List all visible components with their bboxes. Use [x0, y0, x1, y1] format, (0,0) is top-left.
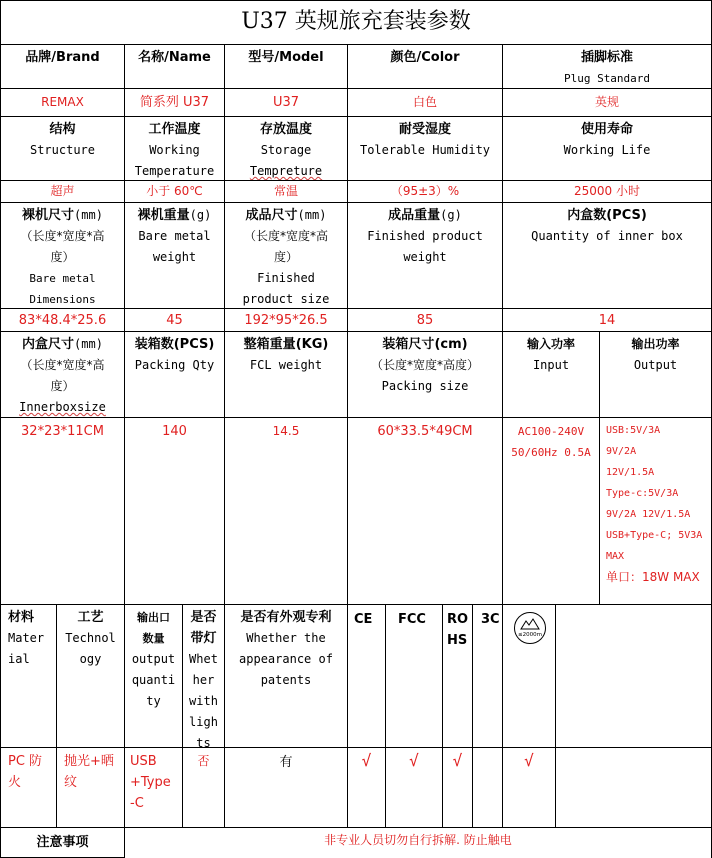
bare-size-sub1: （长度*宽度*高: [20, 229, 105, 243]
work-temp-header: [125, 117, 225, 181]
structure-cn: 结构: [49, 122, 76, 137]
light-en3: with: [189, 694, 218, 708]
storage-temp-en1: Storage: [260, 143, 312, 157]
output-cn: 输出功率: [631, 337, 680, 351]
material-value: [0, 748, 57, 828]
output-value: [600, 418, 712, 605]
craft-value: [57, 748, 125, 828]
model-header: [225, 45, 348, 89]
blank-value-cell: [556, 748, 712, 828]
output-line: USB+Type-C; 5V3A: [606, 530, 703, 541]
packing-qty-header: [125, 332, 225, 418]
storage-temp-cn: 存放温度: [259, 122, 312, 137]
humidity-cn: 耐受湿度: [398, 122, 451, 137]
input-en: Input: [532, 358, 570, 372]
product-size-cn: 成品尺寸: [245, 208, 298, 223]
name-label: 名称/Name: [138, 50, 211, 65]
packing-size-cn: 装箱尺寸: [382, 337, 435, 352]
packing-qty-en: Packing Qty: [134, 358, 215, 372]
ce-header: CE: [348, 605, 386, 748]
work-temp-cn: 工作温度: [148, 122, 201, 137]
rohs-header: [443, 605, 473, 748]
structure-header: [0, 117, 125, 181]
bare-size-sub2: 度）: [50, 250, 75, 264]
fcl-value: 14.5: [225, 418, 348, 605]
packing-size-unit: (cm): [434, 337, 468, 352]
output-en: Output: [633, 358, 678, 372]
bare-size-unit: (mm): [74, 208, 103, 222]
humidity-header: [348, 117, 503, 181]
life-header: [503, 117, 712, 181]
light-en4: ligh: [189, 715, 218, 729]
bare-size-en2: Dimensions: [29, 293, 96, 306]
bare-size-value: 83*48.4*25.6: [0, 309, 125, 332]
color-header: [348, 45, 503, 89]
product-size-value: 192*95*26.5: [225, 309, 348, 332]
material-line2: 火: [8, 775, 22, 790]
color-label: 颜色/Color: [390, 50, 460, 65]
life-value: 25000 小时: [503, 181, 712, 203]
color-value: 白色: [348, 89, 503, 117]
plug-label-en: Plug Standard: [563, 72, 651, 85]
packing-qty-unit: (PCS): [173, 337, 215, 352]
storage-temp-value: 常温: [225, 181, 348, 203]
plug-header: [503, 45, 712, 89]
light-header: [183, 605, 225, 748]
material-line1: PC 防: [8, 754, 43, 769]
port-en3: ty: [146, 694, 161, 708]
notice-text-value: 非专业人员切勿自行拆解. 防止触电: [324, 833, 512, 847]
output-line: 9V/2A 12V/1.5A: [606, 509, 691, 520]
packing-size-en: Packing size: [381, 379, 469, 393]
notice-label: [0, 828, 125, 858]
light-en5: ts: [196, 736, 211, 748]
humidity-value: （95±3）%: [348, 181, 503, 203]
altitude-check: √: [503, 748, 556, 828]
output-single-port: 单口：18W MAX: [606, 570, 700, 584]
inner-box-en: Innerboxsize: [19, 400, 106, 414]
structure-value: 超声: [0, 181, 125, 203]
light-value: 否: [183, 748, 225, 828]
product-size-en2: product size: [242, 292, 330, 306]
port-en2: quanti: [131, 673, 176, 687]
patent-value: 有: [225, 748, 348, 828]
port-cn1: 输出口: [137, 611, 170, 624]
port-line1: USB: [130, 754, 157, 769]
port-cn2: 数量: [142, 632, 165, 645]
port-en1: output: [131, 652, 176, 666]
inner-box-value: 32*23*11CM: [0, 418, 125, 605]
bare-weight-value: 45: [125, 309, 225, 332]
craft-line2: 纹: [64, 775, 78, 790]
bare-weight-en2: weight: [152, 250, 197, 264]
product-weight-en2: weight: [403, 250, 447, 264]
craft-header: [57, 605, 125, 748]
input-line1: AC100-240V: [517, 425, 585, 438]
blank-cell: [556, 605, 712, 748]
material-cn: 材料: [8, 610, 35, 625]
material-header: [0, 605, 57, 748]
output-header: [600, 332, 712, 418]
plug-label-cn: 插脚标准: [580, 50, 633, 65]
bare-size-header: [0, 203, 125, 309]
rohs-check: √: [443, 748, 473, 828]
inner-box-sub2: 度）: [50, 379, 75, 393]
output-line: Type-c:5V/3A: [606, 488, 679, 499]
bare-weight-unit: (g): [189, 208, 212, 222]
product-size-sub2: 度）: [273, 250, 298, 264]
life-cn: 使用寿命: [580, 122, 633, 137]
product-size-header: [225, 203, 348, 309]
ccc-header: 3C: [473, 605, 503, 748]
patent-en1: Whether the: [246, 631, 326, 645]
inner-qty-unit: (PCS): [606, 208, 647, 223]
storage-temp-en2: Tempreture: [249, 164, 323, 178]
notice-label-text: 注意事项: [36, 835, 89, 850]
craft-en2: ogy: [79, 652, 102, 666]
storage-temp-header: [225, 117, 348, 181]
product-weight-header: [348, 203, 503, 309]
brand-label: 品牌/Brand: [25, 50, 100, 65]
humidity-en: Tolerable Humidity: [359, 143, 491, 157]
bare-weight-cn: 裸机重量: [137, 208, 190, 223]
bare-weight-en1: Bare metal: [138, 229, 211, 243]
bare-size-en1: Bare metal: [29, 272, 96, 285]
patent-en3: patents: [260, 673, 312, 687]
output-line: 12V/1.5A: [606, 467, 655, 478]
name-value: 简系列 U37: [125, 89, 225, 117]
inner-box-cn: 内盒尺寸: [22, 337, 75, 352]
inner-box-unit: (mm): [74, 337, 103, 351]
craft-en1: Technol: [65, 631, 116, 645]
rohs-line1: RO: [447, 612, 469, 627]
inner-qty-en: Quantity of inner box: [531, 229, 683, 243]
name-header: [125, 45, 225, 89]
input-cn: 输入功率: [526, 337, 575, 351]
packing-size-header: [348, 332, 503, 418]
port-header: [125, 605, 183, 748]
inner-qty-value: 14: [503, 309, 712, 332]
bare-size-cn: 裸机尺寸: [22, 208, 75, 223]
fcc-header: FCC: [386, 605, 443, 748]
craft-line1: 抛光+晒: [64, 754, 114, 769]
work-temp-value: 小于 60℃: [125, 181, 225, 203]
product-weight-en1: Finished product: [367, 229, 483, 243]
bare-weight-header: [125, 203, 225, 309]
plug-value: 英规: [503, 89, 712, 117]
page-title: U37 英规旅充套装参数: [0, 0, 712, 45]
fcl-en: FCL weight: [249, 358, 323, 372]
port-value: [125, 748, 183, 828]
product-weight-cn: 成品重量: [388, 208, 441, 223]
patent-header: [225, 605, 348, 748]
input-line2: 50/60Hz 0.5A: [511, 446, 591, 459]
inner-box-header: [0, 332, 125, 418]
packing-size-sub: （长度*宽度*高度）: [370, 358, 479, 372]
model-value: U37: [225, 89, 348, 117]
light-en1: Whet: [189, 652, 218, 666]
patent-cn: 是否有外观专利: [240, 610, 332, 625]
light-cn2: 带灯: [190, 631, 217, 646]
light-en2: her: [192, 673, 215, 687]
product-size-en1: Finished: [257, 271, 315, 285]
craft-cn: 工艺: [77, 610, 104, 625]
fcl-unit: (KG): [295, 337, 329, 352]
packing-qty-value: 140: [125, 418, 225, 605]
model-label: 型号/Model: [248, 50, 324, 65]
life-en: Working Life: [563, 143, 651, 157]
brand-header: [0, 45, 125, 89]
product-size-sub1: （长度*宽度*高: [243, 229, 328, 243]
brand-value: REMAX: [0, 89, 125, 117]
port-line2: +Type: [130, 775, 171, 790]
altitude-header: [503, 605, 556, 748]
output-line: MAX: [606, 551, 625, 562]
light-cn1: 是否: [190, 610, 217, 625]
input-header: [503, 332, 600, 418]
structure-en: Structure: [29, 143, 96, 157]
fcc-check: √: [386, 748, 443, 828]
product-weight-unit: (g): [440, 208, 462, 222]
product-size-unit: (mm): [297, 208, 327, 222]
fcl-header: [225, 332, 348, 418]
input-value: [503, 418, 600, 605]
packing-qty-cn: 装箱数: [134, 337, 174, 352]
packing-size-value: 60*33.5*49CM: [348, 418, 503, 605]
ce-check: √: [348, 748, 386, 828]
material-en1: Mater: [8, 631, 45, 645]
product-weight-value: 85: [348, 309, 503, 332]
work-temp-en1: Working: [149, 143, 200, 157]
material-en2: ial: [8, 652, 30, 666]
inner-qty-cn: 内盒数: [567, 208, 607, 223]
output-line: 9V/2A: [606, 446, 637, 457]
rohs-line2: HS: [447, 633, 468, 648]
altitude-logo-icon: [513, 611, 547, 645]
ccc-check: [473, 748, 503, 828]
fcl-cn: 整箱重量: [243, 337, 296, 352]
port-line3: -C: [130, 796, 144, 811]
altitude-logo-text: ≤2000m: [518, 632, 542, 638]
notice-text: [125, 828, 712, 858]
patent-en2: appearance of: [239, 652, 333, 666]
inner-qty-header: [503, 203, 712, 309]
work-temp-en2: Temperature: [134, 164, 215, 178]
output-line: USB:5V/3A: [606, 425, 661, 436]
inner-box-sub1: （长度*宽度*高: [20, 358, 105, 372]
